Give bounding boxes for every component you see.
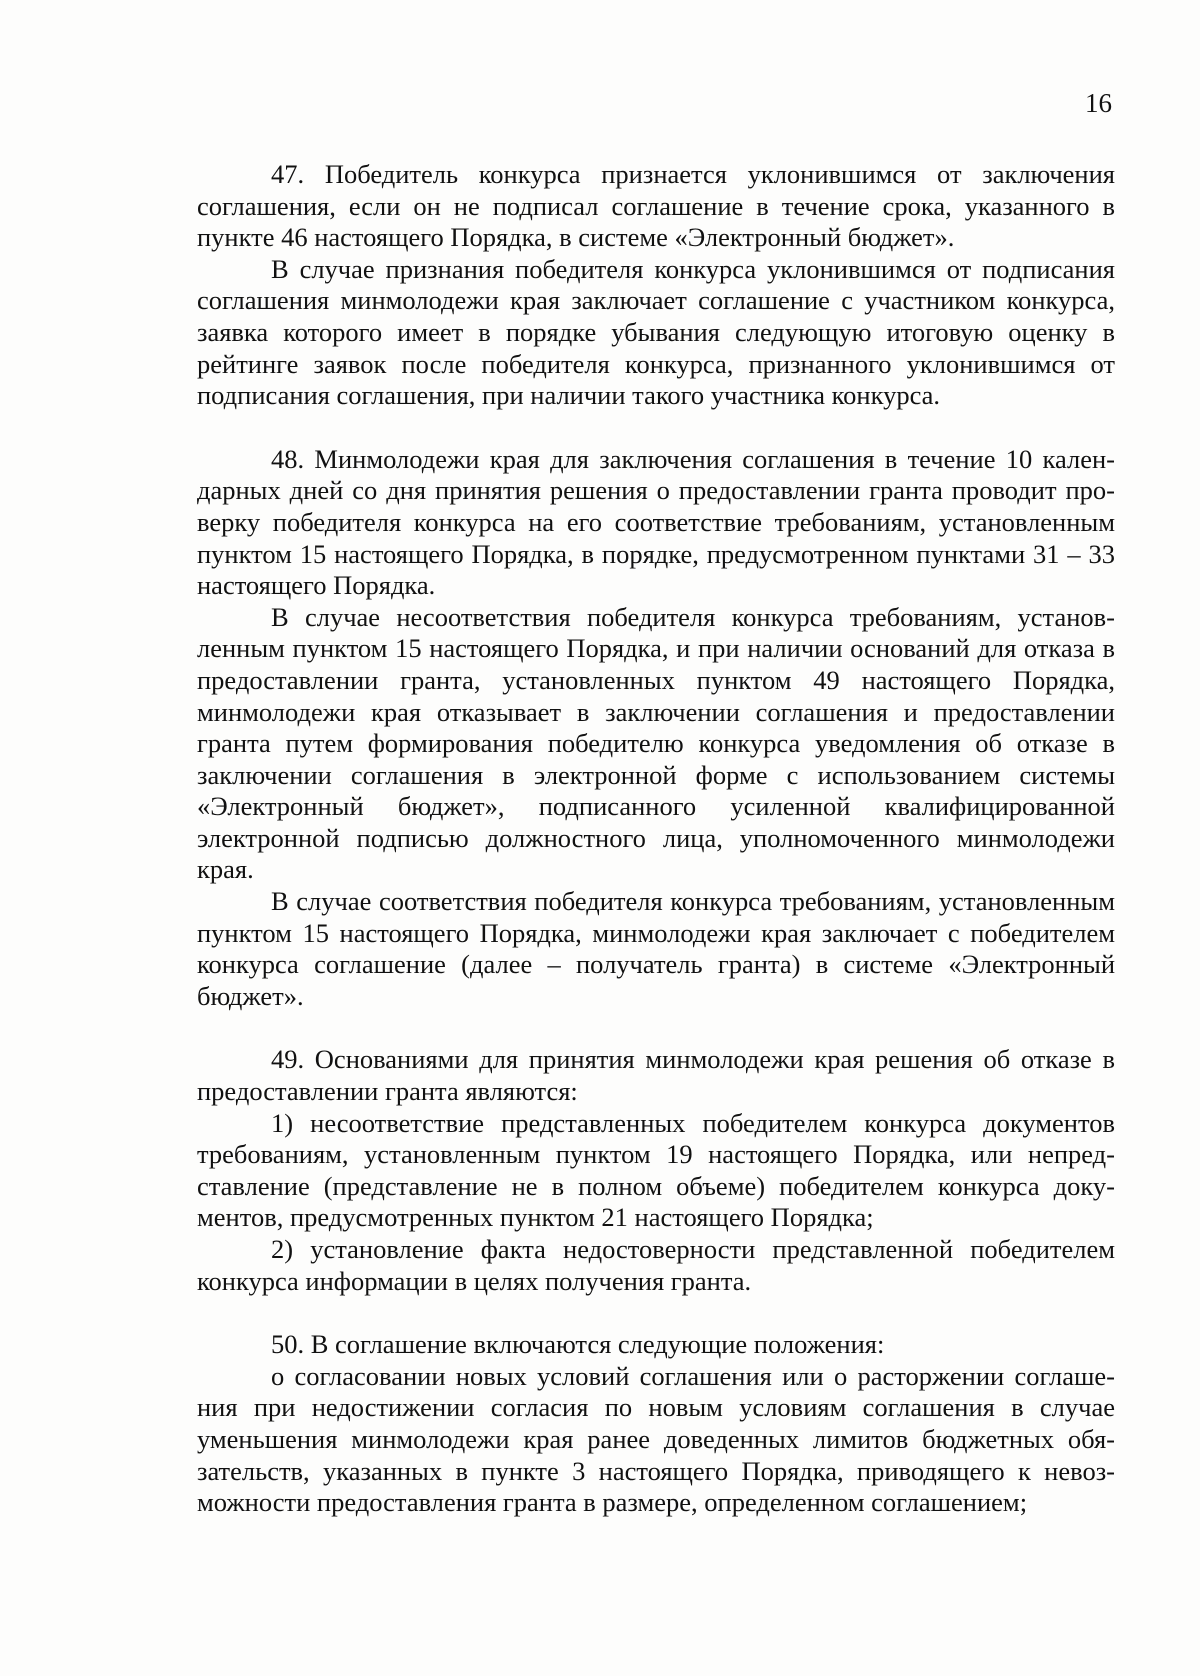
paragraph-49: 49. Основаниями для принятия минмолодежи края решения об отказе в предоставлении гранта являются:	[197, 1044, 1115, 1107]
paragraph-49-item-1: 1) несоответствие представленных победителем конкурса документов требованиям, установленным пунктом 19 настоящего Порядка, или непредставление (представление не в полном объеме) победителем конкурса документов, предусмотренных пунктом 21 настоящего Порядка;	[197, 1107, 1115, 1233]
paragraph-50: 50. В соглашение включаются следующие положения:	[271, 1329, 885, 1360]
paragraph-48: 48. Минмолодежи края для заключения соглашения в течение 10 календарных дней со дня принятия решения о предоставлении гранта проводит проверку победителя конкурса на его соответствие требованиям, установленным пунктом 15 настоящего Порядка, в порядке, предусмотренном пунктами 31 – 33 настоящего Порядка.	[197, 443, 1115, 601]
paragraph-47-evasion: В случае признания победителя конкурса уклонившимся от подписания соглашения минмолодежи края заключает соглашение с участником конкурса, заявка которого имеет в порядке убывания следующую итоговую оценку в рейтинге заявок после победителя конкурса, признанного уклонившимся от подписания соглашения, при наличии такого участника конкурса.	[197, 253, 1115, 411]
paragraph-49-item-2: 2) установление факта недостоверности представленной победителем конкурса информации в целях получения гранта.	[197, 1234, 1115, 1296]
page-number: 16	[1085, 88, 1112, 118]
document-body	[197, 159, 1115, 1519]
paragraph-48-noncompliance: В случае несоответствия победителя конкурса требованиям, установленным пунктом 15 настоящего Порядка, и при наличии оснований для отказа в предоставлении гранта, установленных пунктом 49 настоящего Порядка, минмолодежи края отказывает в заключении соглашения и предоставлении гранта путем формирования победителю конкурса уведомления об отказе в заключении соглашения в электронной форме с использованием системы «Электронный бюджет», подписанного усиленной квалифицированной электронной подписью должностного лица, уполномоченного минмолодежи края.	[197, 601, 1115, 885]
paragraph-47: 47. Победитель конкурса признается уклонившимся от заключения соглашения, если он не подписал соглашение в течение срока, указанного в пункте 46 настоящего Порядка, в системе «Электронный бюджет».	[197, 159, 1115, 253]
paragraph-50-provision: о согласовании новых условий соглашения или о расторжении соглашения при недостижении согласия по новым условиям соглашения в случае уменьшения минмолодежи края ранее доведенных лимитов бюджетных обязательств, указанных в пункте 3 настоящего Порядка, приводящего к невозможности предоставления гранта в размере, определенном соглашением;	[197, 1360, 1115, 1518]
paragraph-48-compliance: В случае соответствия победителя конкурса требованиям, установленным пунктом 15 настоящего Порядка, минмолодежи края заключает с победителем конкурса соглашение (далее – получатель гранта) в системе «Электронный бюджет».	[197, 886, 1115, 1011]
